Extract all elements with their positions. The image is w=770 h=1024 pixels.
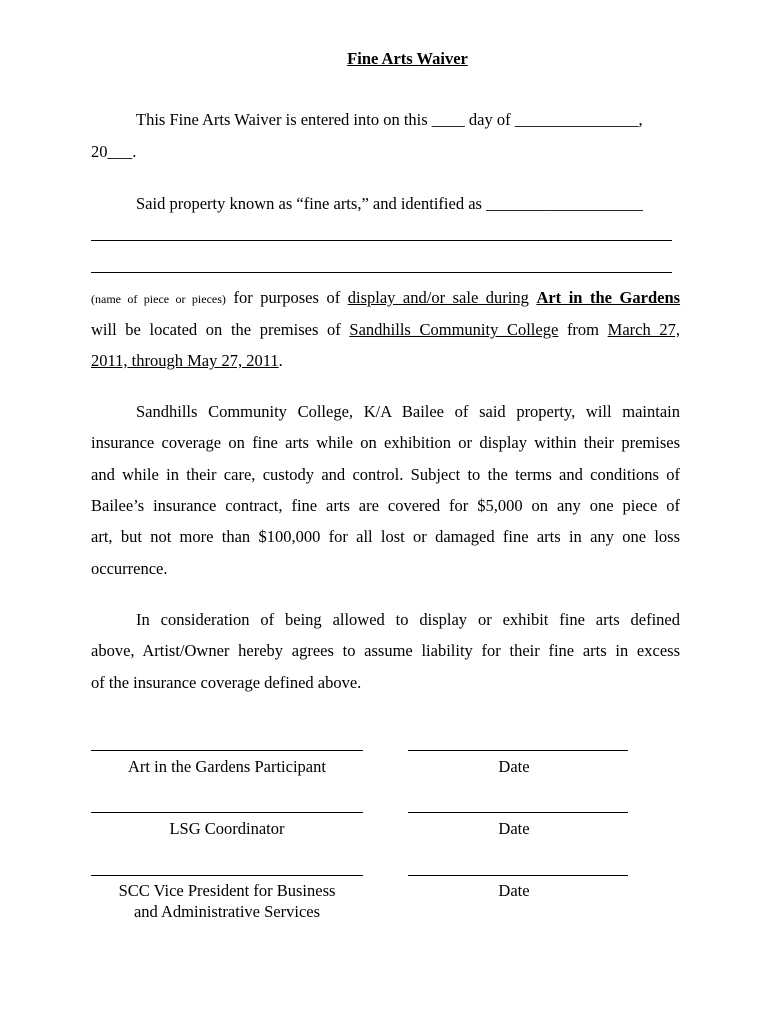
location-line [91, 320, 680, 340]
date-line-vp [408, 875, 628, 876]
vp-label-line-2: and Administrative Services [133, 902, 321, 921]
day-blank: ____ [431, 110, 465, 129]
insurance-line-1: Sandhills Community College, K/A Bailee of said property, will maintain [136, 402, 680, 421]
intro-mid: day of [468, 110, 511, 129]
month-blank: _______________, [514, 110, 643, 129]
property-line [136, 194, 643, 214]
property-prefix: Said property known as “fine arts,” and identified as [136, 194, 482, 213]
event-name: Art in the Gardens [536, 288, 681, 307]
end-date: 2011, through May 27, 2011 [91, 351, 279, 370]
date-range-line [91, 351, 283, 371]
intro-line [136, 110, 643, 130]
located-text: will be located on the premises of [91, 320, 341, 339]
consideration-line-3: of the insurance coverage defined above. [91, 673, 362, 692]
vp-label: SCC Vice President for Business [118, 881, 336, 900]
coordinator-label: LSG Coordinator [169, 819, 285, 838]
for-purposes: for purposes of [233, 288, 341, 307]
insurance-line-6: occurrence. [91, 559, 168, 578]
property-blank: ___________________ [486, 194, 643, 213]
display-sale: display and/or sale during [347, 288, 529, 307]
college-name: Sandhills Community College [349, 320, 559, 339]
insurance-line-5: art, but not more than $100,000 for all lost or damaged fine arts in any one loss [91, 527, 680, 546]
insurance-line-3: and while in their care, custody and control. Subject to the terms and conditions of [91, 465, 680, 484]
vp-date-label: Date [498, 881, 530, 900]
signature-line-coordinator [91, 812, 363, 813]
from-text: from [566, 320, 600, 339]
consideration-line-1: In consideration of being allowed to display or exhibit fine arts defined [136, 610, 680, 629]
insurance-line-4: Bailee’s insurance contract, fine arts are covered for $5,000 on any one piece of [91, 496, 680, 515]
document-title: Fine Arts Waiver [347, 49, 468, 68]
date-line-coordinator [408, 812, 628, 813]
property-blank-line-1 [91, 240, 672, 241]
signature-line-participant [91, 750, 363, 751]
start-date: March 27, [607, 320, 680, 339]
participant-label: Art in the Gardens Participant [128, 757, 326, 776]
intro-prefix: This Fine Arts Waiver is entered into on this [136, 110, 428, 129]
signature-line-vp [91, 875, 363, 876]
property-blank-line-2 [91, 272, 672, 273]
date-line-participant [408, 750, 628, 751]
purpose-line [91, 288, 680, 309]
name-caption: (name of piece or pieces) [91, 292, 226, 306]
end-period: . [278, 351, 283, 370]
year-line: 20___. [91, 142, 137, 161]
consideration-line-2: above, Artist/Owner hereby agrees to assume liability for their fine arts in excess [91, 641, 680, 660]
participant-date-label: Date [498, 757, 530, 776]
coordinator-date-label: Date [498, 819, 530, 838]
insurance-line-2: insurance coverage on fine arts while on exhibition or display within their premises [91, 433, 680, 452]
